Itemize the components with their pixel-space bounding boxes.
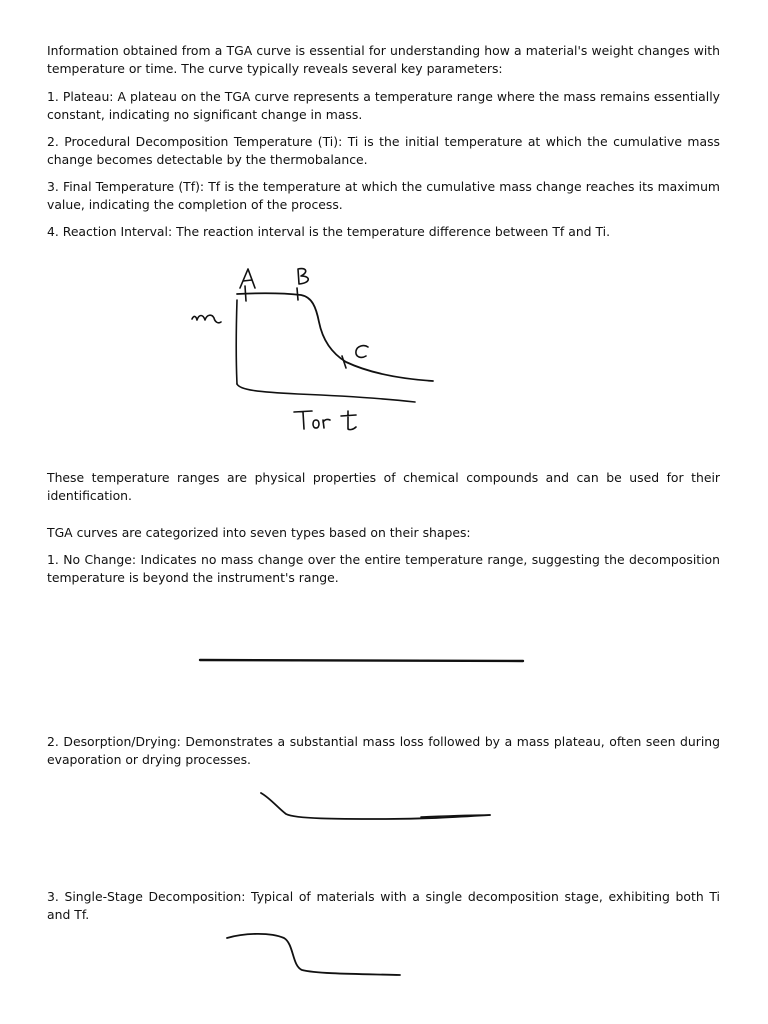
single-stage-drawing — [222, 928, 404, 980]
sketch-x-axis — [237, 384, 415, 402]
no-change-curve-sketch — [198, 650, 526, 670]
curve-type-no-change: 1. No Change: Indicates no mass change over the entire temperature range, suggesting the decomposition temperature is beyond the instrument's range. — [47, 552, 720, 585]
curve-types-intro: TGA curves are categorized into seven types based on their shapes: — [47, 525, 471, 540]
sketch-tga-curve — [237, 293, 433, 381]
no-change-drawing — [198, 650, 526, 670]
sketch-c-glyph — [356, 346, 368, 358]
sketch-y-label: m — [222, 320, 223, 321]
parameter-plateau: 1. Plateau: A plateau on the TGA curve represents a temperature range where the mass remains essentially constant, indicating no significant change in mass. — [47, 89, 720, 122]
sketch-tick-a — [245, 286, 246, 301]
identification-paragraph: These temperature ranges are physical properties of chemical compounds and can be used for their identification. — [47, 470, 720, 503]
sketch-y-axis — [236, 300, 237, 384]
sketch-m-glyph — [192, 315, 221, 323]
tga-curve-sketch — [188, 262, 444, 440]
parameter-initial-temperature: 2. Procedural Decomposition Temperature (Ti): Ti is the initial temperature at which the cumulative mass change becomes detectable by the thermobalance. — [47, 134, 720, 167]
tga-sketch-drawing — [188, 262, 444, 440]
sketch-x-label: T or t — [328, 432, 331, 433]
sketch-b-glyph — [298, 269, 308, 284]
sketch-a-glyph — [240, 269, 255, 288]
single-stage-curve — [227, 934, 400, 975]
intro-paragraph: Information obtained from a TGA curve is essential for understanding how a material's weight changes with temperature or time. The curve typically reveals several key parameters: — [47, 43, 720, 76]
sketch-point-c-label: C — [368, 342, 369, 343]
sketch-tick-b — [297, 288, 298, 300]
desorption-drawing — [256, 786, 494, 824]
parameter-reaction-interval: 4. Reaction Interval: The reaction interval is the temperature difference between Tf and Ti. — [47, 224, 611, 239]
parameter-final-temperature: 3. Final Temperature (Tf): Tf is the temperature at which the cumulative mass change reaches its maximum value, indicating the completion of the process. — [47, 179, 720, 212]
curve-type-desorption: 2. Desorption/Drying: Demonstrates a substantial mass loss followed by a mass plateau, often seen during evaporation or drying processes. — [47, 734, 720, 767]
curve-type-single-stage: 3. Single-Stage Decomposition: Typical of materials with a single decomposition stage, exhibiting both Ti and Tf. — [47, 889, 720, 922]
no-change-line — [200, 660, 523, 661]
sketch-x-label-glyphs — [294, 411, 356, 430]
single-stage-curve-sketch — [222, 928, 404, 980]
sketch-point-b-label: B — [298, 268, 299, 269]
desorption-curve-sketch — [256, 786, 494, 824]
sketch-point-a-label: A — [248, 268, 249, 269]
